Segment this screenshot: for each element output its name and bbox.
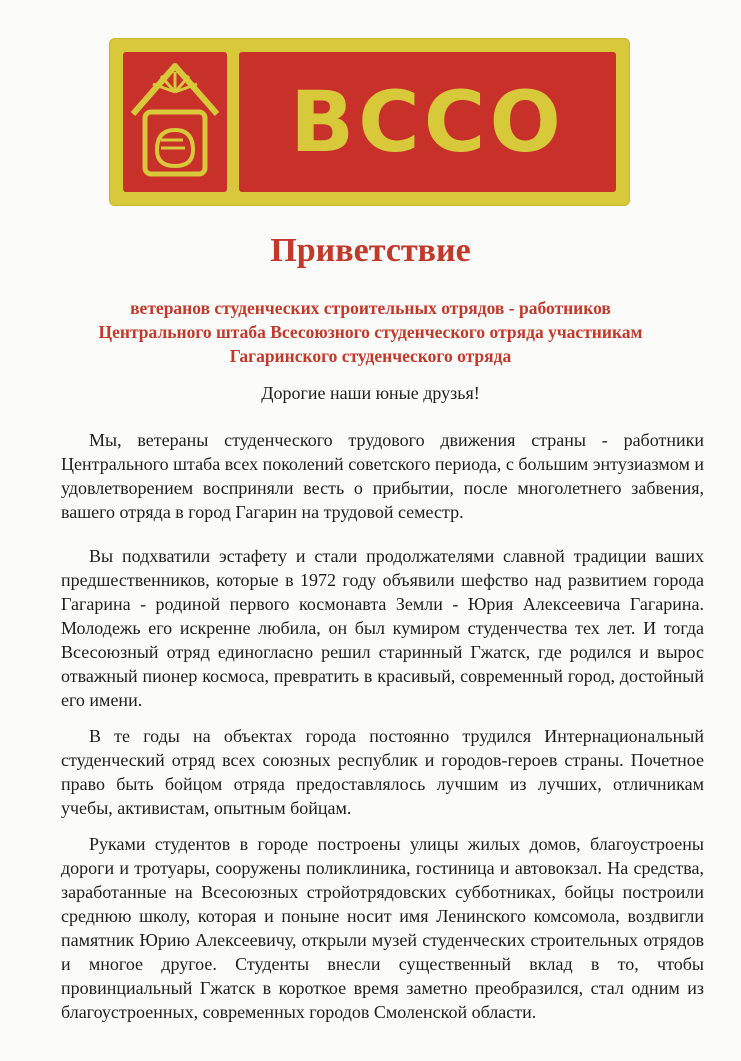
vsso-logo-badge <box>109 38 630 206</box>
emblem-panel <box>123 52 227 192</box>
house-sun-hand-icon <box>123 52 227 192</box>
paragraph-2: Вы подхватили эстафету и стали продолжателями славной традиции ваших предшественников, которые в 1972 году объявили шефство над развитием города Гагарина - родиной первого космонавта Земли - Юрия Алексеевича Гагарина. Молодежь его искренне любила, он был кумиром студенчества тех лет. И тогда Всесоюзный отряд единогласно решил старинный Гжатск, где родился и вырос отважный пионер космоса, превратить в красивый, современный город, достойный его имени. <box>61 546 704 710</box>
subtitle <box>40 296 701 368</box>
subtitle-line: Центрального штаба Всесоюзного студенческого отряда участникам <box>98 322 643 342</box>
logo-text: ВССО <box>290 73 565 171</box>
subtitle-line: Гагаринского студенческого отряда <box>229 346 512 366</box>
page-title: Приветствие <box>270 232 471 269</box>
subtitle-line: ветеранов студенческих строительных отрядов - работников <box>130 298 611 318</box>
logo-text-panel <box>239 52 616 192</box>
greeting: Дорогие наши юные друзья! <box>261 383 480 403</box>
paragraph-1: Мы, ветераны студенческого трудового движения страны - работники Центрального штаба всех поколений советского периода, с большим энтузиазмом и удовлетворением восприняли весть о прибытии, после многолетнего забвения, вашего отряда в город Гагарин на трудовой семестр. <box>61 430 704 522</box>
paragraph-4: Руками студентов в городе построены улицы жилых домов, благоустроены дороги и тротуары, сооружены поликлиника, гостиница и автовокзал. На средства, заработанные на Всесоюзных стройотрядовских субботниках, бойцы построили среднюю школу, которая и поныне носит имя Ленинского комсомола, воздвигли памятник Юрию Алексеевичу, открыли музей студенческих строительных отрядов и многое другое. Студенты внесли существенный вклад в то, чтобы провинциальный Гжатск в короткое время заметно преобразился, стал одним из благоустроенных, современных городов Смоленской области. <box>61 834 704 1022</box>
paragraph-3: В те годы на объектах города постоянно трудился Интернациональный студенческий отряд всех союзных республик и городов-героев страны. Почетное право быть бойцом отряда предоставлялось лучшим из лучших, отличникам учебы, активистам, опытным бойцам. <box>61 726 704 818</box>
